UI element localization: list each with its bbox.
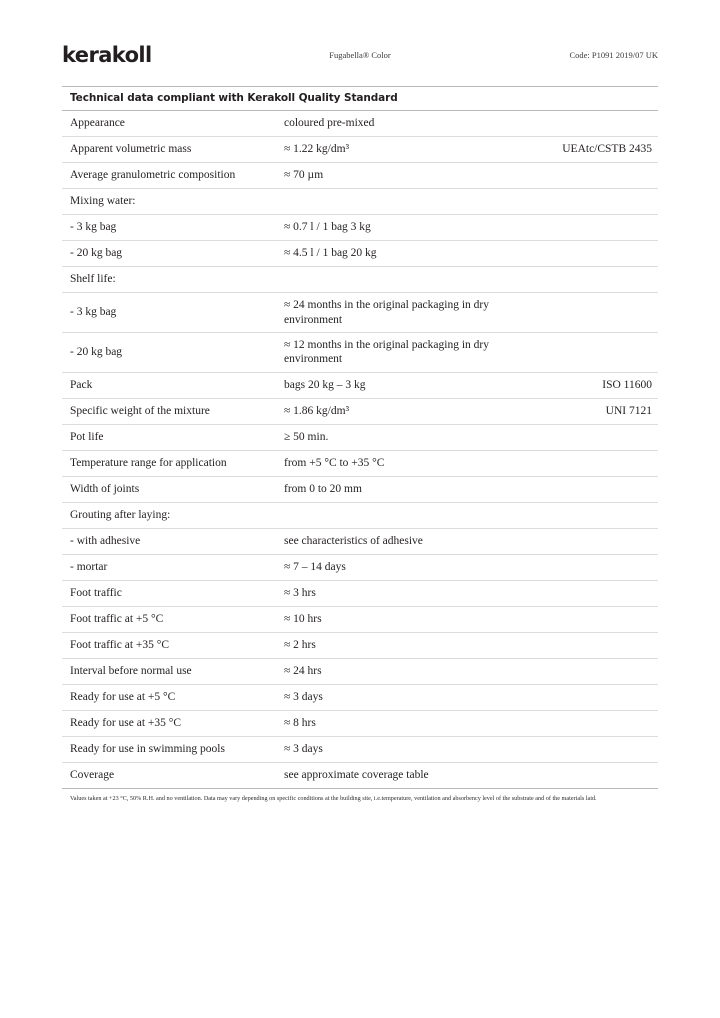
table-row (62, 711, 658, 737)
product-name: Fugabella® Color (329, 50, 391, 60)
row-label: - 3 kg bag (70, 306, 117, 319)
table-row (62, 633, 658, 659)
row-norm (530, 293, 658, 332)
row-label: Appearance (70, 117, 125, 130)
row-value (284, 267, 530, 292)
table-row (62, 659, 658, 685)
row-label: Pack (70, 378, 93, 391)
table-row (62, 373, 658, 399)
row-label: Temperature range for application (70, 456, 227, 469)
row-value: ≈ 12 months in the original packaging in dry environment (284, 338, 489, 366)
table-row (62, 333, 658, 373)
table-row (62, 189, 658, 215)
table-footnote: Values taken at +23 °C, 50% R.H. and no ventilation. Data may vary depending on specific conditions at the building site, i.e.temperature, ventilation and absorbency level of the substrate and of the materials laid. (70, 794, 597, 802)
table-row (62, 399, 658, 425)
row-value: ≈ 7 – 14 days (284, 560, 346, 573)
row-value: ≈ 1.22 kg/dm³ (284, 143, 350, 156)
row-label: Average granulometric composition (70, 169, 236, 182)
row-value: see characteristics of adhesive (284, 534, 423, 547)
table-row (62, 451, 658, 477)
row-norm (530, 685, 658, 710)
page-header (62, 38, 658, 72)
table-row (62, 607, 658, 633)
row-label: Specific weight of the mixture (70, 404, 210, 417)
row-label: Ready for use at +35 °C (70, 716, 182, 729)
row-label: Apparent volumetric mass (70, 143, 192, 156)
table-row (62, 267, 658, 293)
row-norm (530, 529, 658, 554)
table-row (62, 293, 658, 333)
row-value: ≈ 8 hrs (284, 716, 316, 729)
row-label: Foot traffic (70, 586, 122, 599)
table-row (62, 241, 658, 267)
row-value (284, 189, 530, 214)
row-label: - 20 kg bag (70, 247, 123, 260)
table-row (62, 581, 658, 607)
row-norm (530, 581, 658, 606)
row-label: Width of joints (70, 482, 140, 495)
row-label: Interval before normal use (70, 664, 192, 677)
technical-data-table (62, 86, 658, 789)
row-value (284, 503, 530, 528)
row-norm: UNI 7121 (605, 404, 652, 417)
row-value: ≥ 50 min. (284, 430, 329, 443)
row-value: see approximate coverage table (284, 768, 429, 781)
table-row (62, 425, 658, 451)
table-title: Technical data compliant with Kerakoll Quality Standard (70, 92, 398, 104)
table-row (62, 529, 658, 555)
table-row (62, 215, 658, 241)
row-value: ≈ 70 µm (284, 169, 324, 182)
row-label: - mortar (70, 560, 108, 573)
table-title-row (62, 87, 658, 111)
row-norm (530, 607, 658, 632)
row-value: ≈ 3 hrs (284, 586, 316, 599)
row-norm (530, 451, 658, 476)
row-value: ≈ 3 days (284, 690, 323, 703)
row-label: Coverage (70, 768, 115, 781)
row-label: Mixing water: (70, 195, 136, 208)
row-norm (530, 267, 658, 292)
row-value: ≈ 10 hrs (284, 612, 322, 625)
row-norm (530, 659, 658, 684)
row-label: Ready for use in swimming pools (70, 742, 225, 755)
row-label: Pot life (70, 430, 104, 443)
table-row (62, 111, 658, 137)
row-norm (530, 737, 658, 762)
table-row (62, 503, 658, 529)
document-code: Code: P1091 2019/07 UK (569, 50, 658, 60)
row-value: ≈ 4.5 l / 1 bag 20 kg (284, 247, 377, 260)
row-label: Ready for use at +5 °C (70, 690, 176, 703)
row-value: ≈ 1.86 kg/dm³ (284, 404, 350, 417)
row-norm (530, 241, 658, 266)
row-norm (530, 333, 658, 372)
row-value: from +5 °C to +35 °C (284, 456, 385, 469)
table-row (62, 555, 658, 581)
row-norm (530, 555, 658, 580)
table-row (62, 763, 658, 788)
table-row (62, 685, 658, 711)
row-label: Grouting after laying: (70, 508, 171, 521)
row-norm (530, 477, 658, 502)
row-label: - 20 kg bag (70, 346, 123, 359)
row-norm (530, 215, 658, 240)
row-value: ≈ 0.7 l / 1 bag 3 kg (284, 221, 371, 234)
table-row (62, 737, 658, 763)
row-label: Foot traffic at +5 °C (70, 612, 164, 625)
row-value: ≈ 24 months in the original packaging in dry environment (284, 299, 489, 326)
table-row (62, 477, 658, 503)
row-label: Shelf life: (70, 273, 116, 286)
row-value: ≈ 2 hrs (284, 638, 316, 651)
row-norm (530, 763, 658, 788)
row-value: bags 20 kg – 3 kg (284, 378, 366, 391)
row-norm (530, 111, 658, 136)
row-norm (530, 425, 658, 450)
row-norm (530, 633, 658, 658)
row-value: coloured pre-mixed (284, 117, 375, 130)
row-value: ≈ 24 hrs (284, 664, 322, 677)
row-label: - with adhesive (70, 534, 141, 547)
row-norm (530, 711, 658, 736)
table-row (62, 137, 658, 163)
row-label: Foot traffic at +35 °C (70, 638, 170, 651)
row-value: from 0 to 20 mm (284, 482, 362, 495)
table-row (62, 163, 658, 189)
row-norm (530, 503, 658, 528)
kerakoll-logo: kerakoll (62, 43, 152, 67)
row-norm: ISO 11600 (602, 378, 652, 391)
row-label: - 3 kg bag (70, 221, 117, 234)
row-norm: UEAtc/CSTB 2435 (562, 143, 652, 156)
row-norm (530, 163, 658, 188)
row-norm (530, 189, 658, 214)
row-value: ≈ 3 days (284, 742, 323, 755)
